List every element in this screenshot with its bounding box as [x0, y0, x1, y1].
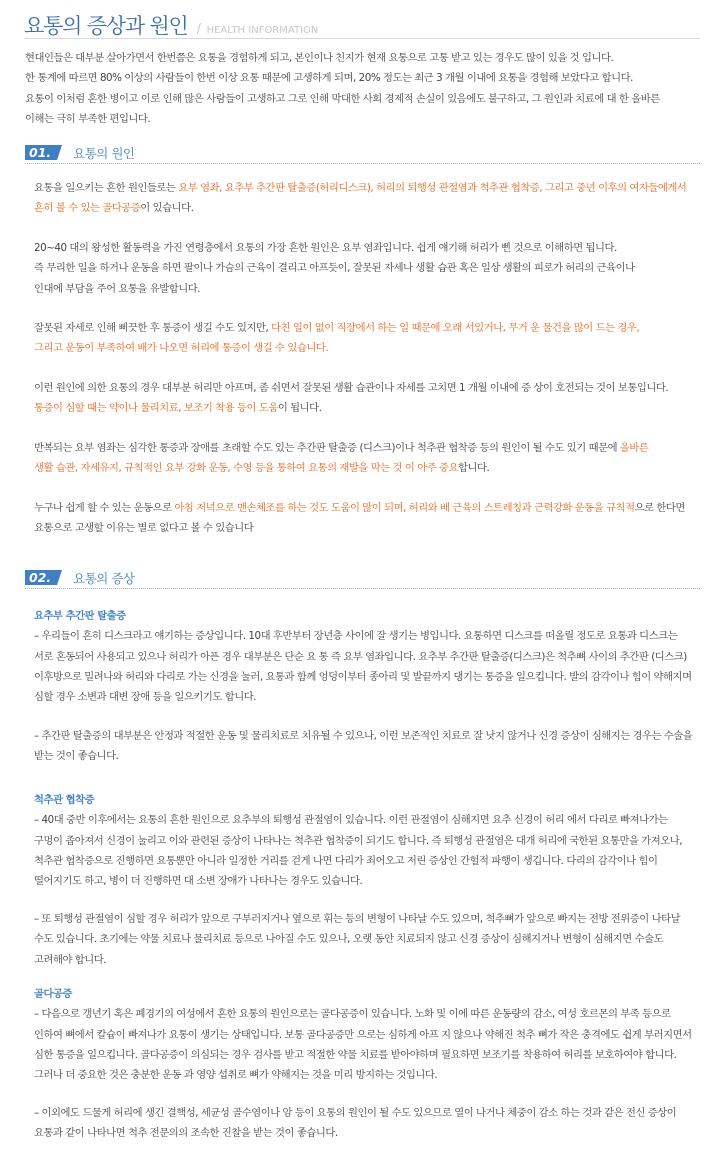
causes-paragraph-4 — [34, 378, 702, 419]
highlight-text: 그리고 운동이 부족하여 배가 나오면 허리에 통증이 생길 수 있습니다. — [34, 342, 329, 355]
intro-line: 한 통계에 따르면 80% 이상의 사람들이 한번 이상 요통 때문에 고생하게 되며, 20% 정도는 최근 3 개월 이내에 요통을 경험해 보았다고 합니다. — [25, 72, 633, 85]
section-title: 요통의 증상 — [73, 570, 135, 586]
title-divider — [24, 38, 700, 39]
text-span: 누구나 쉽게 할 수 있는 운동으로 — [34, 502, 175, 514]
section-number-badge: 01. — [25, 145, 57, 160]
text-line: – 또 퇴행성 관절염이 심할 경우 허리가 앞으로 구부러지거나 옆으로 휘는 등의 변형이 나타날 수도 있으며, 척추뼈가 앞으로 빠지는 전방 전위증이 나타날 — [34, 913, 681, 925]
highlight-text: 흔히 볼 수 있는 골다공증 — [34, 202, 141, 215]
causes-paragraph-5 — [34, 438, 702, 479]
text-line: – 다음으로 갱년기 혹은 폐경기의 여성에서 흔한 요통의 원인으로는 골다공증이 있습니다. 노화 및 이에 따른 운동량의 감소, 여성 호르몬의 부족 등으로 — [34, 1008, 671, 1021]
text-span: 잘못된 자세로 인해 삐끗한 후 통증이 생길 수도 있지만, — [34, 322, 272, 334]
text-line: 고려해야 합니다. — [34, 953, 107, 966]
text-line — [34, 398, 702, 418]
text-span: 이 있습니다. — [140, 202, 194, 215]
text-line: 서로 혼동되어 사용되고 있으나 허리가 아픈 경우 대부분은 단순 요 통 즉 요부 염좌입니다. 요추부 추간판 탈출증(디스크)은 척추뼈 사이의 추간판 (디스크) — [34, 650, 687, 663]
text-line: 심할 경우 소변과 대변 장애 등을 일으키기도 합니다. — [34, 691, 257, 704]
section-header-symptoms — [25, 567, 700, 589]
highlight-text: 아침 저녁으로 맨손체조를 하는 것도 도움이 많이 되며, 허리와 배 근육의 스트레칭과 근력강화 운동을 규칙적 — [174, 502, 635, 514]
text-line: 즉 무리한 일을 하거나 운동을 하면 팔이나 가슴의 근육이 결리고 아프듯이, 잘못된 자세나 생활 습관 혹은 일상 생활의 피로가 허리의 근육이나 — [34, 262, 635, 275]
highlight-text: 요부 염좌, 요추부 추간판 탈출증(허리디스크), 허리의 퇴행성 관절염과 척추관 협착증, 그리고 중년 이후의 여자들에게서 — [178, 182, 687, 194]
text-line: 떨어지기도 하고, 병이 더 진행하면 대 소변 장애가 나타나는 경우도 있습니다. — [34, 875, 363, 888]
text-line — [34, 498, 702, 518]
intro-paragraph — [25, 48, 705, 129]
text-line: 심한 통증을 일으킵니다. 골다공증이 의심되는 경우 검사를 받고 적절한 약물 치료를 받아야하며 필요하면 보조기를 착용하여 허리를 보호하여야 합니다. — [34, 1048, 677, 1061]
section-header-causes — [25, 142, 700, 164]
text-line: 그러나 더 중요한 것은 충분한 운동 과 영양 섭취로 뼈가 약해지는 것을 미리 방지하는 것입니다. — [34, 1069, 438, 1082]
text-line: 구멍이 좁아져서 신경이 눌리고 이와 관련된 증상이 나타나는 척추관 협착증이 되기도 합니다. 즉 퇴행성 관절염은 대개 허리에 국한된 요통만을 가져오나, — [34, 834, 683, 847]
section-title: 요통의 원인 — [73, 145, 135, 161]
highlight-text: 생활 습관, 자세유지, 규칙적인 요부 강화 운동, 수영 등을 통하여 요통의 재발을 막는 것 이 아주 중요 — [34, 462, 459, 475]
text-line: 20~40 대의 왕성한 활동력을 가진 연령층에서 요통의 가장 흔한 원인은 요부 염좌입니다. 쉽게 얘기해 허리가 삔 것으로 이해하면 됩니다. — [34, 242, 617, 254]
text-span: 합니다. — [458, 462, 490, 475]
intro-line: 이해는 극히 부족한 편입니다. — [25, 112, 151, 125]
text-line: 척추관 협착증으로 진행하면 요통뿐만 아니라 일정한 거리를 걷게 나면 다리가 죄어오고 저린 증상인 간헐적 파행이 생깁니다. 다리의 감각이나 힘이 — [34, 854, 658, 867]
text-line — [34, 198, 702, 218]
causes-paragraph-2 — [34, 238, 702, 299]
text-line: – 우리들이 흔히 디스크라고 얘기하는 증상입니다. 10대 후반부터 장년층 사이에 잘 생기는 병입니다. 요통하면 디스크를 떠올릴 정도로 요통과 디스크는 — [34, 630, 678, 643]
text-line: 요통과 같이 나타나면 척추 전문의의 조속한 진찰을 받는 것이 좋습니다. — [34, 1127, 338, 1140]
symptom-other-causes — [34, 1103, 702, 1144]
text-line: 인하여 뼈에서 칼슘이 빠져나가 요통이 생기는 상태입니다. 보통 골다공증만 으로는 심하게 아프 지 않으나 약해진 척추 뼈가 작은 충격에도 쉽게 부러지면서 — [34, 1028, 692, 1041]
symptom-disc — [34, 606, 702, 707]
symptom-disc-treatment — [34, 726, 702, 767]
symptom-osteoporosis — [34, 984, 702, 1085]
page-subtitle: HEALTH INFORMATION — [206, 25, 319, 36]
text-line — [34, 458, 702, 478]
text-span: 반복되는 요부 염좌는 심각한 통증과 장애를 초래할 수도 있는 추간판 탈출증 (디스크)이나 척추관 협착증 등의 원인이 될 수도 있기 때문에 — [34, 442, 620, 454]
text-line: – 추간판 탈출증의 대부분은 안정과 적절한 운동 및 물리치료로 치유될 수 있으나, 이런 보존적인 치료로 잘 낫지 않거나 신경 증상이 심해지는 경우는 수술을 — [34, 730, 693, 742]
causes-paragraph-1 — [34, 178, 702, 219]
highlight-text: 통증이 심할 때는 약이나 물리치료, 보조기 착용 등이 도움 — [34, 402, 278, 415]
title-separator: / — [196, 22, 201, 37]
text-span: 요통을 일으키는 흔한 원인들로는 — [34, 182, 179, 194]
symptom-stenosis-treatment — [34, 909, 702, 970]
causes-paragraph-3 — [34, 318, 702, 359]
text-line: 받는 것이 좋습니다. — [34, 750, 119, 763]
text-span: 으로 한다면 — [634, 502, 685, 514]
highlight-text: 올바른 — [619, 442, 649, 454]
section-number-badge: 02. — [25, 570, 57, 585]
symptom-stenosis — [34, 790, 702, 891]
text-span: 이 됩니다. — [277, 402, 322, 415]
text-line: 인대에 부담을 주어 요통을 유발합니다. — [34, 282, 201, 295]
text-line: – 40대 중반 이후에서는 요통의 흔한 원인으로 요추부의 퇴행성 관절염이 있습니다. 이런 관절염이 심해지면 요추 신경이 허리 에서 다리로 빠져나가는 — [34, 814, 668, 827]
page-header — [24, 10, 704, 40]
causes-paragraph-6 — [34, 498, 702, 539]
text-line — [34, 438, 702, 458]
text-line: – 이외에도 드물게 허리에 생긴 결핵성, 세균성 골수염이나 암 등이 요통의 원인이 될 수도 있으므로 열이 나거나 체중이 감소 하는 것과 같은 전신 증상이 — [34, 1107, 677, 1119]
highlight-text: 다친 일이 없이 직장에서 하는 일 때문에 오래 서있거나, 무거 운 물건을 많이 드는 경우, — [271, 322, 640, 334]
text-line — [34, 318, 702, 338]
text-line: 수도 있습니다. 초기에는 약물 치료나 물리치료 등으로 나아질 수도 있으나, 오랫 동안 치료되지 않고 신경 증상이 심해지거나 변형이 심해지면 수술도 — [34, 933, 664, 946]
text-line: 이후방으로 밀려나와 허리와 다리로 가는 신경을 눌러, 요통과 함께 엉덩이부터 종아리 및 발끝까지 댕기는 통증을 일으킵니다. 발의 감각이나 힘이 약해지며 — [34, 670, 692, 683]
text-line — [34, 178, 702, 198]
subsection-title: 골다공증 — [34, 988, 72, 1000]
subsection-title: 척추관 협착증 — [34, 794, 95, 806]
intro-line: 요통이 이처럼 흔한 병이고 이로 인해 많은 사람들이 고생하고 그로 인해 막대한 사회 경제적 손실이 있음에도 불구하고, 그 원인과 치료에 대 한 올바른 — [25, 92, 660, 105]
page-title: 요통의 증상과 원인 — [24, 14, 188, 38]
intro-line: 현대인들은 대부분 살아가면서 한번쯤은 요통을 경험하게 되고, 본인이나 친지가 현재 요통으로 고통 받고 있는 경우도 많이 있을 것 입니다. — [25, 52, 614, 64]
text-line: 요통으로 고생할 이유는 별로 없다고 볼 수 있습니다 — [34, 522, 254, 535]
text-line: 이런 원인에 의한 요통의 경우 대부분 허리만 아프며, 좀 쉬면서 잘못된 생활 습관이나 자세를 고치면 1 개월 이내에 증 상이 호전되는 것이 보통입니다. — [34, 382, 669, 394]
subsection-title: 요추부 추간판 탈출증 — [34, 610, 126, 622]
